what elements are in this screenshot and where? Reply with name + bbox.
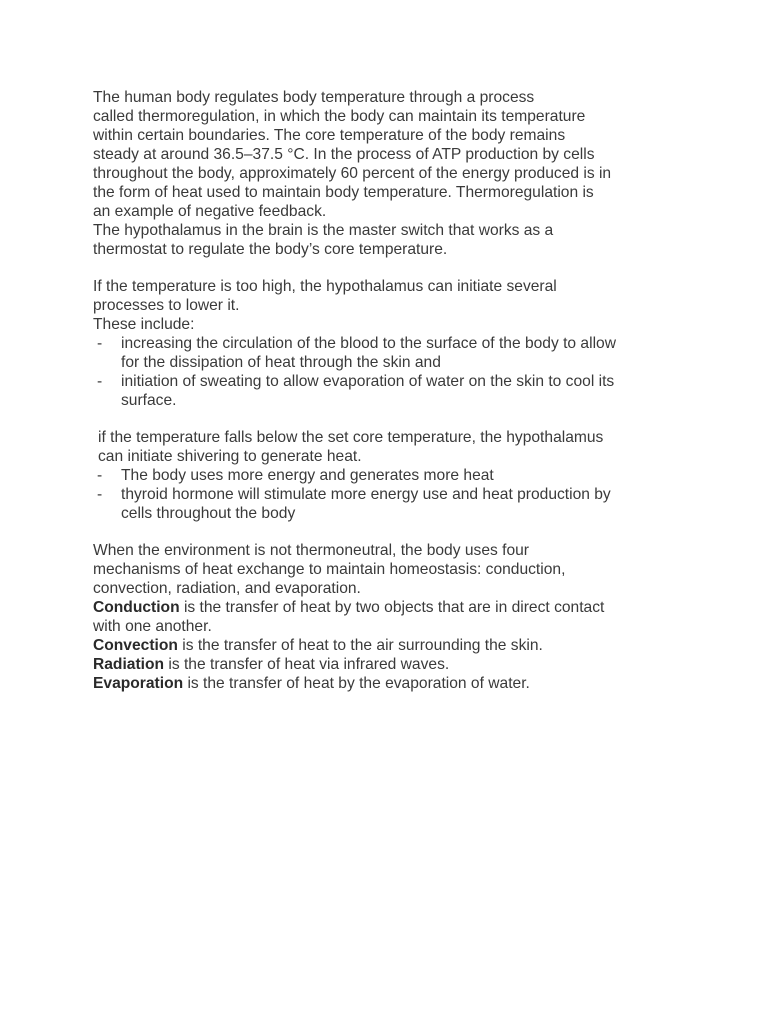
paragraph-thermoregulation: [93, 88, 683, 259]
text-line: throughout the body, approximately 60 percent of the energy produced is in: [93, 165, 612, 182]
definition-term: Evaporation: [93, 675, 184, 692]
text-line: if the temperature falls below the set core temperature, the hypothalamus: [98, 429, 604, 446]
bullet-dash: -: [97, 467, 103, 484]
definition-text: is the transfer of heat to the air surrounding the skin.: [177, 637, 543, 654]
bullet-dash: -: [97, 373, 103, 390]
list-item-line: cells throughout the body: [121, 505, 296, 522]
list-item-line: for the dissipation of heat through the skin and: [121, 354, 441, 371]
paragraph-too-high: [93, 277, 683, 410]
list-item: [93, 466, 683, 485]
definition-text: is the transfer of heat via infrared waves.: [164, 656, 450, 673]
paragraph-gap: [93, 259, 683, 277]
text-line: the form of heat used to maintain body temperature. Thermoregulation is: [93, 184, 594, 201]
definition-term: Convection: [93, 637, 178, 654]
list-item: [93, 372, 683, 410]
text-line: The hypothalamus in the brain is the master switch that works as a: [93, 222, 554, 239]
paragraph-gap: [93, 410, 683, 428]
text-line: steady at around 36.5–37.5 °C. In the process of ATP production by cells: [93, 146, 595, 163]
text-line: convection, radiation, and evaporation.: [93, 580, 361, 597]
text-line: When the environment is not thermoneutral, the body uses four: [93, 542, 530, 559]
list-item: [93, 485, 683, 523]
text-line: can initiate shivering to generate heat.: [98, 448, 362, 465]
list-item-line: increasing the circulation of the blood to the surface of the body to allow: [121, 335, 616, 352]
definition-term: Conduction: [93, 599, 180, 616]
list-item: [93, 334, 683, 372]
definition-continuation: with one another.: [93, 618, 212, 635]
definition-text: is the transfer of heat by two objects that are in direct contact: [179, 599, 605, 616]
paragraph-heat-exchange: [93, 541, 683, 693]
paragraph-too-low: [93, 428, 683, 523]
list-item-line: initiation of sweating to allow evaporation of water on the skin to cool its: [121, 373, 615, 390]
definition-term: Radiation: [93, 656, 165, 673]
bullet-dash: -: [97, 335, 103, 352]
paragraph-gap: [93, 523, 683, 541]
text-line: thermostat to regulate the body’s core temperature.: [93, 241, 448, 258]
text-line: within certain boundaries. The core temperature of the body remains: [93, 127, 566, 144]
list-item-line: thyroid hormone will stimulate more energy use and heat production by: [121, 486, 611, 503]
text-line: called thermoregulation, in which the body can maintain its temperature: [93, 108, 586, 125]
bullet-dash: -: [97, 486, 103, 503]
text-line: mechanisms of heat exchange to maintain homeostasis: conduction,: [93, 561, 566, 578]
definition-radiation: [93, 655, 683, 674]
definition-convection: [93, 636, 683, 655]
text-line: These include:: [93, 316, 195, 333]
document-body: [93, 88, 683, 693]
definition-evaporation: [93, 674, 683, 693]
text-line: processes to lower it.: [93, 297, 240, 314]
list-item-line: The body uses more energy and generates more heat: [121, 467, 494, 484]
list-item-line: surface.: [121, 392, 177, 409]
definition-conduction: [93, 598, 683, 617]
text-line: an example of negative feedback.: [93, 203, 327, 220]
text-line: The human body regulates body temperature through a process: [93, 89, 535, 106]
text-line: If the temperature is too high, the hypothalamus can initiate several: [93, 278, 557, 295]
definition-text: is the transfer of heat by the evaporation of water.: [183, 675, 530, 692]
